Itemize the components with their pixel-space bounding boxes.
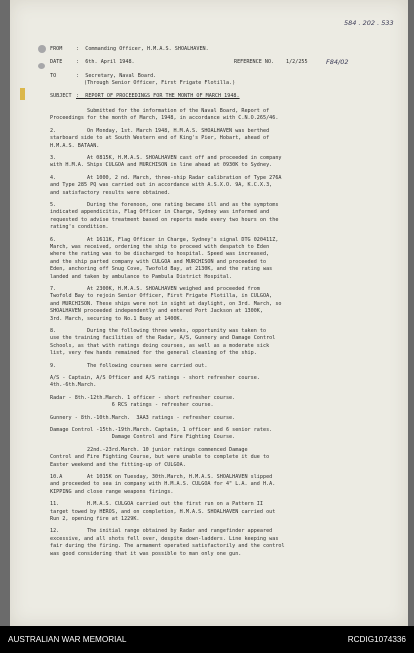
report-line: requested to advise treatment based on reports made every two hours on the <box>50 216 279 223</box>
report-line: Gunnery - 8th.-10th.March. 3AA3 ratings - refresher course. <box>50 414 236 421</box>
report-line: 11. H.M.A.S. CULGOA carried out the first run on a Pattern II <box>50 501 263 508</box>
report-line: 6. At 1611K, Flag Officer in Charge, Sydney's signal DTG 020411Z, <box>50 236 279 243</box>
report-line: Schools, as that with ratings doing courses, as well as a moderate sick <box>50 342 270 349</box>
from-label: FROM <box>50 46 63 52</box>
report-line: March, was received, ordering the ship to proceed with despatch to Eden <box>50 244 270 250</box>
report-line: landed and taken by ambulance to Pambula District Hospital. <box>50 273 233 280</box>
report-line: Submitted for the information of the Naval Board, Report of <box>50 108 270 114</box>
subject-value: : REPORT OF PROCEEDINGS FOR THE MONTH OF MARCH 1948. <box>76 93 240 99</box>
report-line: fair during the firing. The armament operated satisfactorily and the control <box>50 543 285 550</box>
report-line: 3. At 0815K, H.M.A.S. SHOALHAVEN cast off and proceeded in company <box>50 155 282 161</box>
report-line: where the rating was to be discharged to hospital. Speed was increased, <box>50 251 270 258</box>
report-line: A/S - Captain, A/S Officer and A/S ratings - short refresher course. <box>50 375 260 381</box>
report-line: 12. The initial range obtained by Radar and rangefinder appeared <box>50 528 273 535</box>
report-line: rating's condition. <box>50 224 109 231</box>
report-line: Control and Fire Fighting Course, but were unable to complete it due to <box>50 454 270 461</box>
report-line: and satisfactory results were obtained. <box>50 189 171 196</box>
report-line: excessive, and all shots fell over, despite down-ladders. Line keeping was <box>50 535 279 542</box>
report-line: 8. During the following three weeks, opportunity was taken to <box>50 328 267 334</box>
report-line: Twofold Bay to rejoin Senior Officer, First Frigate Flotilla, in CULGOA, <box>50 293 273 300</box>
report-line: 10.A At 1015K on Tuesday, 30th.March, H.M.A.S. SHOALHAVEN slipped <box>50 474 273 480</box>
yellow-tab-mark <box>20 88 25 100</box>
report-line: KIPPING and close range weapons firings. <box>50 488 174 495</box>
report-line: 5. During the forenoon, one rating became ill and as the symptoms <box>50 202 279 208</box>
report-line: 7. At 2300K, H.M.A.S. SHOALHAVEN weighed and proceeded from <box>50 286 260 292</box>
subject-label: SUBJECT <box>50 93 72 99</box>
from-value: : Commanding Officer, H.M.A.S. SHOALHAVEN. <box>76 46 209 52</box>
reference-label: REFERENCE NO. <box>234 59 275 65</box>
report-line: and the ship parted company with CULGOA and MURCHISON and proceeded to <box>50 258 267 265</box>
to-label: TO <box>50 73 57 79</box>
report-line: Damage Control -15th.-19th.March. Captain, 1 officer and 6 senior rates. <box>50 427 273 433</box>
reference-value: 1/2/255 <box>286 59 308 65</box>
ink-smudge <box>38 63 45 69</box>
report-line: 6 RCS ratings - refresher course. <box>50 402 214 409</box>
footer-id: RCDIG1074336 <box>347 635 406 644</box>
report-line: 9. The following courses were carried out. <box>50 362 208 369</box>
report-line: indicated appendicitis, Flag Officer in Charge, Sydney was informed and <box>50 209 270 216</box>
handwritten-reference: 584 . 202 . 533 <box>344 19 394 27</box>
report-line: and proceeded to sea in company with H.M.A.S. CULGOA for 4" L.A. and H.A. <box>50 481 276 488</box>
report-line: 3rd. March, securing to No.1 Buoy at 1400K. <box>50 315 183 322</box>
report-line: Damage Control and Fire Fighting Course. <box>50 434 236 441</box>
date-label: DATE <box>50 59 63 65</box>
report-line: and Type 285 PQ was carried out in accordance with A.S.X.O. 9A, K.C.X.3, <box>50 182 273 189</box>
report-line: and MURCHISON. These ships were not in sight at daylight, on 3rd. March, so <box>50 300 282 307</box>
report-line: was good considering that it was possible to man only one gun. <box>50 550 242 557</box>
to-value: : Secretary, Naval Board. <box>76 73 157 79</box>
report-line: 2. On Monday, 1st. March 1948, H.M.A.S. SHOALHAVEN was berthed <box>50 127 270 134</box>
archive-footer <box>0 626 414 653</box>
report-line: SHOALHAVEN proceeded independently and entered Port Jackson at 1300K, <box>50 308 263 315</box>
through-value: (Through Senior Officer, First Frigate Flotilla.) <box>84 80 236 86</box>
report-line: target towed by HEROS, and on completion, H.M.A.S. SHOALHAVEN carried out <box>50 508 276 515</box>
report-line: Eden, anchoring off Snug Cove, Twofold Bay, at 2130K, and the rating was <box>50 266 273 273</box>
report-line: list, very few hands remained for the general cleaning of the ship. <box>50 350 257 357</box>
report-line: Easter weekend and the fitting-up of CULGOA. <box>50 461 186 468</box>
pencil-reference: F84/02 <box>326 58 349 66</box>
report-line: 22nd.-23rd.March. 10 junior ratings commenced Damage <box>50 446 248 453</box>
report-line: Run 2, opening fire at 1229K. <box>50 516 140 522</box>
report-line: with H.M.A. Ships CULGOA and MURCHISON in line ahead at 0930K to Sydney. <box>50 162 273 169</box>
report-line: Proceedings for the month of March, 1948, in accordance with C.N.O.265/46. <box>50 115 279 122</box>
report-line: H.M.A.S. BATAAN. <box>50 142 100 149</box>
ink-smudge <box>38 45 46 53</box>
report-line: starboard side to at South Western end of King's Pier, Hobart, ahead of <box>50 135 270 142</box>
footer-source: AUSTRALIAN WAR MEMORIAL <box>8 635 127 644</box>
document-page <box>10 0 408 626</box>
report-line: Radar - 8th.-12th.March. 1 officer - short refresher course. <box>50 394 236 401</box>
report-line: 4th.-6th.March. <box>50 382 97 389</box>
report-line: use the training facilities of the Radar, A/S, Gunnery and Damage Control <box>50 335 276 342</box>
report-line: 4. At 1000, 2 nd. March, three-ship Radar calibration of Type 276A <box>50 174 282 181</box>
date-value: : 6th. April 1948. <box>76 59 135 65</box>
